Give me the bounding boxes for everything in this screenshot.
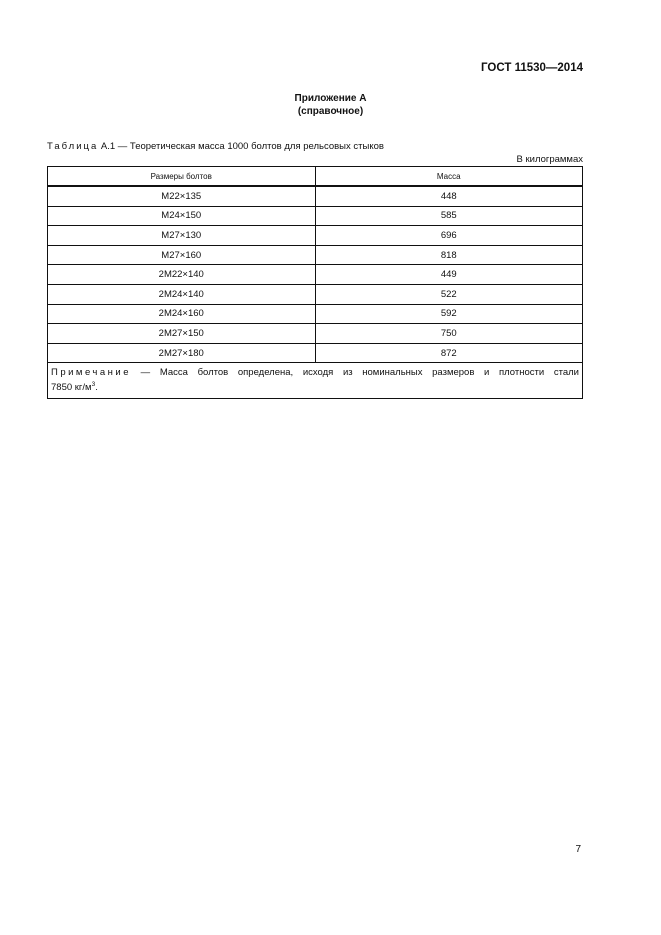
table-note-row (48, 363, 583, 398)
table-row (48, 343, 583, 363)
note-word: плотности (499, 367, 545, 379)
mass-cell: 750 (315, 324, 583, 344)
note-word: стали (553, 367, 579, 379)
table-header-row (48, 167, 583, 187)
table-units: В килограммах (516, 154, 583, 165)
bolt-size-cell: 2М24×160 (48, 304, 316, 324)
document-code: ГОСТ 11530—2014 (481, 62, 583, 74)
mass-cell: 872 (315, 343, 583, 363)
mass-cell: 696 (315, 226, 583, 246)
note-word: исходя (302, 367, 334, 379)
table-row (48, 245, 583, 265)
bolt-mass-table (47, 166, 583, 399)
bolt-size-cell: 2М27×180 (48, 343, 316, 363)
note-line-2 (51, 379, 579, 394)
table-row (48, 186, 583, 206)
mass-cell: 522 (315, 284, 583, 304)
note-dash: — (140, 367, 151, 379)
mass-cell: 818 (315, 245, 583, 265)
page-number: 7 (575, 844, 581, 855)
note-word: номинальных (362, 367, 423, 379)
table-row (48, 284, 583, 304)
mass-cell: 592 (315, 304, 583, 324)
table-caption (47, 141, 384, 152)
bolt-size-cell: 2М24×140 (48, 284, 316, 304)
column-header-mass: Масса (315, 167, 583, 187)
bolt-size-cell: М22×135 (48, 186, 316, 206)
table-caption-text: А.1 — Теоретическая масса 1000 болтов для рельсовых стыков (100, 141, 384, 152)
mass-cell: 449 (315, 265, 583, 285)
note-density: 7850 кг/м (51, 382, 92, 394)
note-word: Масса (159, 367, 188, 379)
note-word: болтов (197, 367, 229, 379)
note-line-1 (51, 367, 579, 379)
table-row (48, 324, 583, 344)
table-row (48, 304, 583, 324)
bolt-size-cell: 2М22×140 (48, 265, 316, 285)
table-row (48, 265, 583, 285)
note-word: определена, (237, 367, 294, 379)
table-caption-prefix: Таблица (47, 141, 99, 152)
table-row (48, 226, 583, 246)
appendix-title: Приложение А (294, 93, 367, 104)
bolt-size-cell: М27×130 (48, 226, 316, 246)
note-word: и (484, 367, 490, 379)
bolt-size-cell: М27×160 (48, 245, 316, 265)
note-word: размеров (432, 367, 475, 379)
bolt-size-cell: М24×150 (48, 206, 316, 226)
note-end: . (95, 382, 98, 394)
mass-cell: 585 (315, 206, 583, 226)
note-label: Примечание (51, 367, 131, 379)
mass-cell: 448 (315, 186, 583, 206)
note-superscript: 3 (91, 381, 96, 389)
appendix-heading (0, 92, 661, 118)
table-note (48, 363, 583, 398)
bolt-size-cell: 2М27×150 (48, 324, 316, 344)
column-header-size: Размеры болтов (48, 167, 316, 187)
note-word: из (342, 367, 353, 379)
appendix-subtitle: (справочное) (297, 106, 364, 117)
table-row (48, 206, 583, 226)
